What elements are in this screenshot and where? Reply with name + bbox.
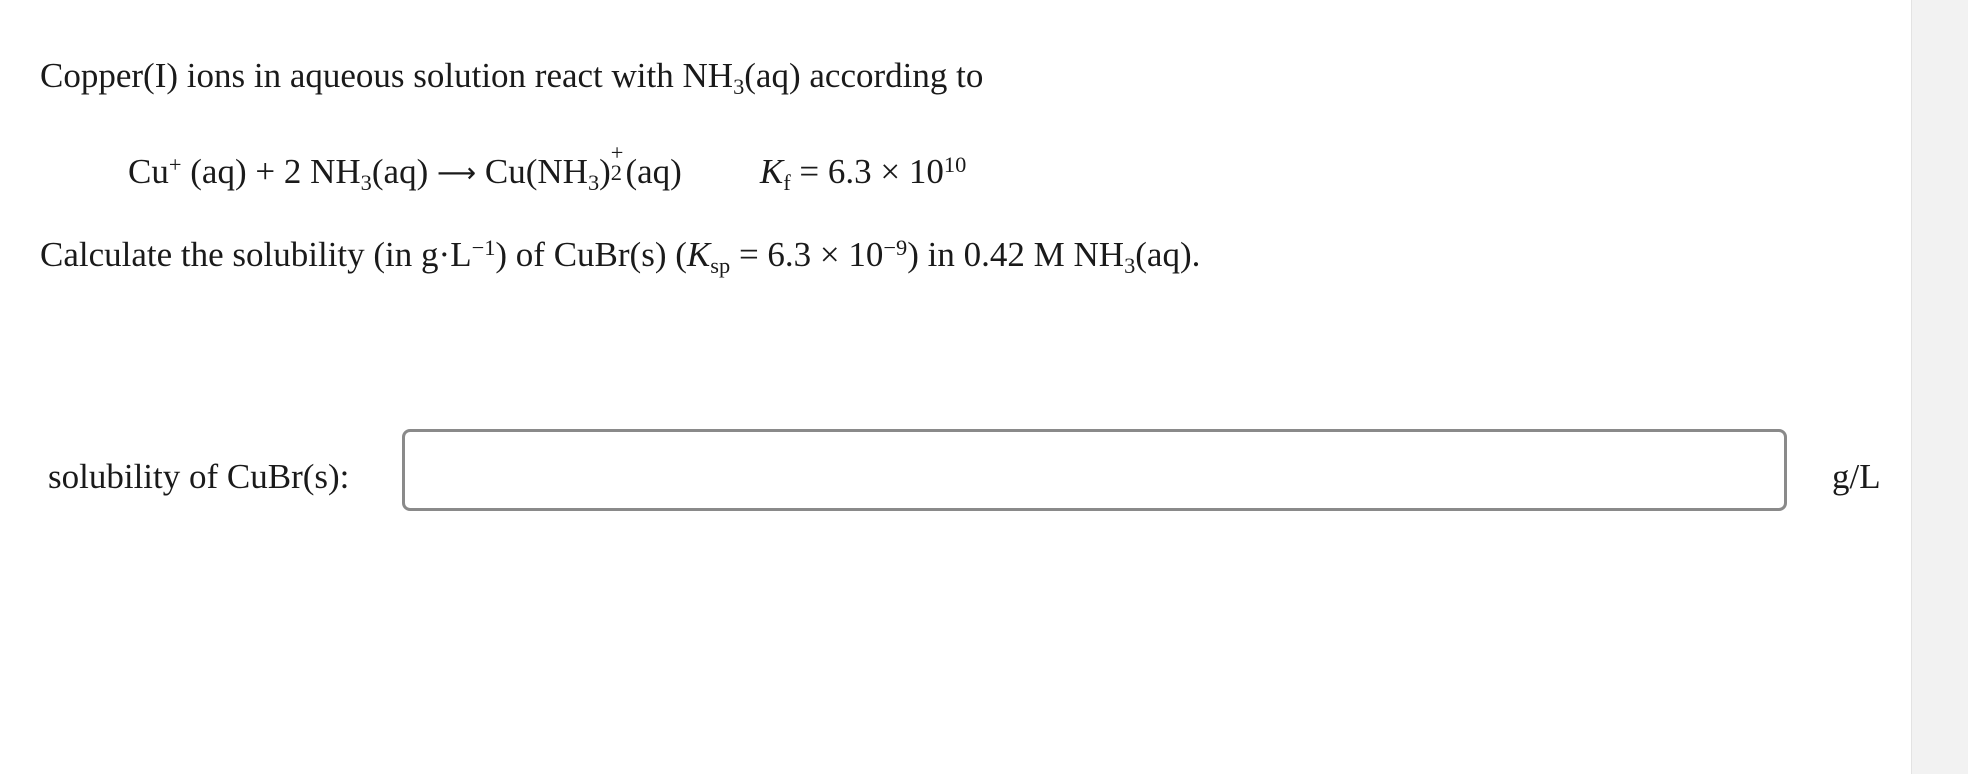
question-intro [40, 56, 984, 100]
reactant1: Cu [128, 152, 169, 191]
ksp-subscript: sp [710, 253, 731, 279]
product-charge: + [610, 139, 624, 165]
kf-equals: = 6.3 × 10 [799, 152, 944, 191]
reactant2-state: (aq) [371, 152, 429, 191]
calc-species: NH [1073, 235, 1125, 274]
reaction-arrow-icon: ⟶ [436, 157, 477, 189]
product-count: 2 [610, 159, 622, 185]
product-close: ) [599, 152, 611, 191]
ksp-symbol: K [686, 235, 711, 274]
question-prompt [40, 234, 1201, 279]
calc-species-subscript: 3 [1124, 253, 1136, 279]
plus-sign: + [255, 152, 276, 191]
coefficient: 2 [283, 152, 302, 191]
intro-state: (aq) [744, 56, 801, 95]
intro-text: Copper(I) ions in aqueous solution react with [40, 56, 674, 95]
intro-tail: according to [809, 56, 984, 95]
kf-subscript: f [783, 170, 791, 196]
ksp-equals: = 6.3 × 10 [738, 235, 884, 274]
kf-symbol: K [759, 152, 784, 191]
product-subscript: 3 [587, 170, 600, 196]
reactant1-state: (aq) [190, 152, 247, 191]
calc-mid: ) of CuBr(s) ( [495, 235, 687, 274]
reactant2-subscript: 3 [360, 170, 372, 196]
intro-species-subscript: 3 [733, 74, 745, 100]
unit-label: g/L [1832, 457, 1881, 496]
calc-unit-exponent: −1 [471, 234, 496, 260]
reactant1-charge: + [168, 151, 182, 177]
kf-exponent: 10 [943, 151, 967, 177]
reactant2: NH [310, 152, 361, 191]
solubility-input[interactable] [402, 429, 1787, 511]
scrollbar-track[interactable] [1911, 0, 1968, 774]
calc-tail: ) in 0.42 M [907, 235, 1065, 274]
reaction-equation [128, 139, 967, 196]
calc-prefix: Calculate the solubility (in g·L [40, 235, 472, 274]
ksp-exponent: −9 [883, 234, 908, 260]
answer-label: solubility of CuBr(s): [48, 457, 350, 496]
calc-species-state: (aq). [1135, 235, 1201, 274]
intro-species: NH [682, 56, 734, 95]
product-charge-stack [610, 139, 626, 185]
product-open: Cu(NH [484, 152, 588, 191]
product-state: (aq) [625, 152, 682, 191]
